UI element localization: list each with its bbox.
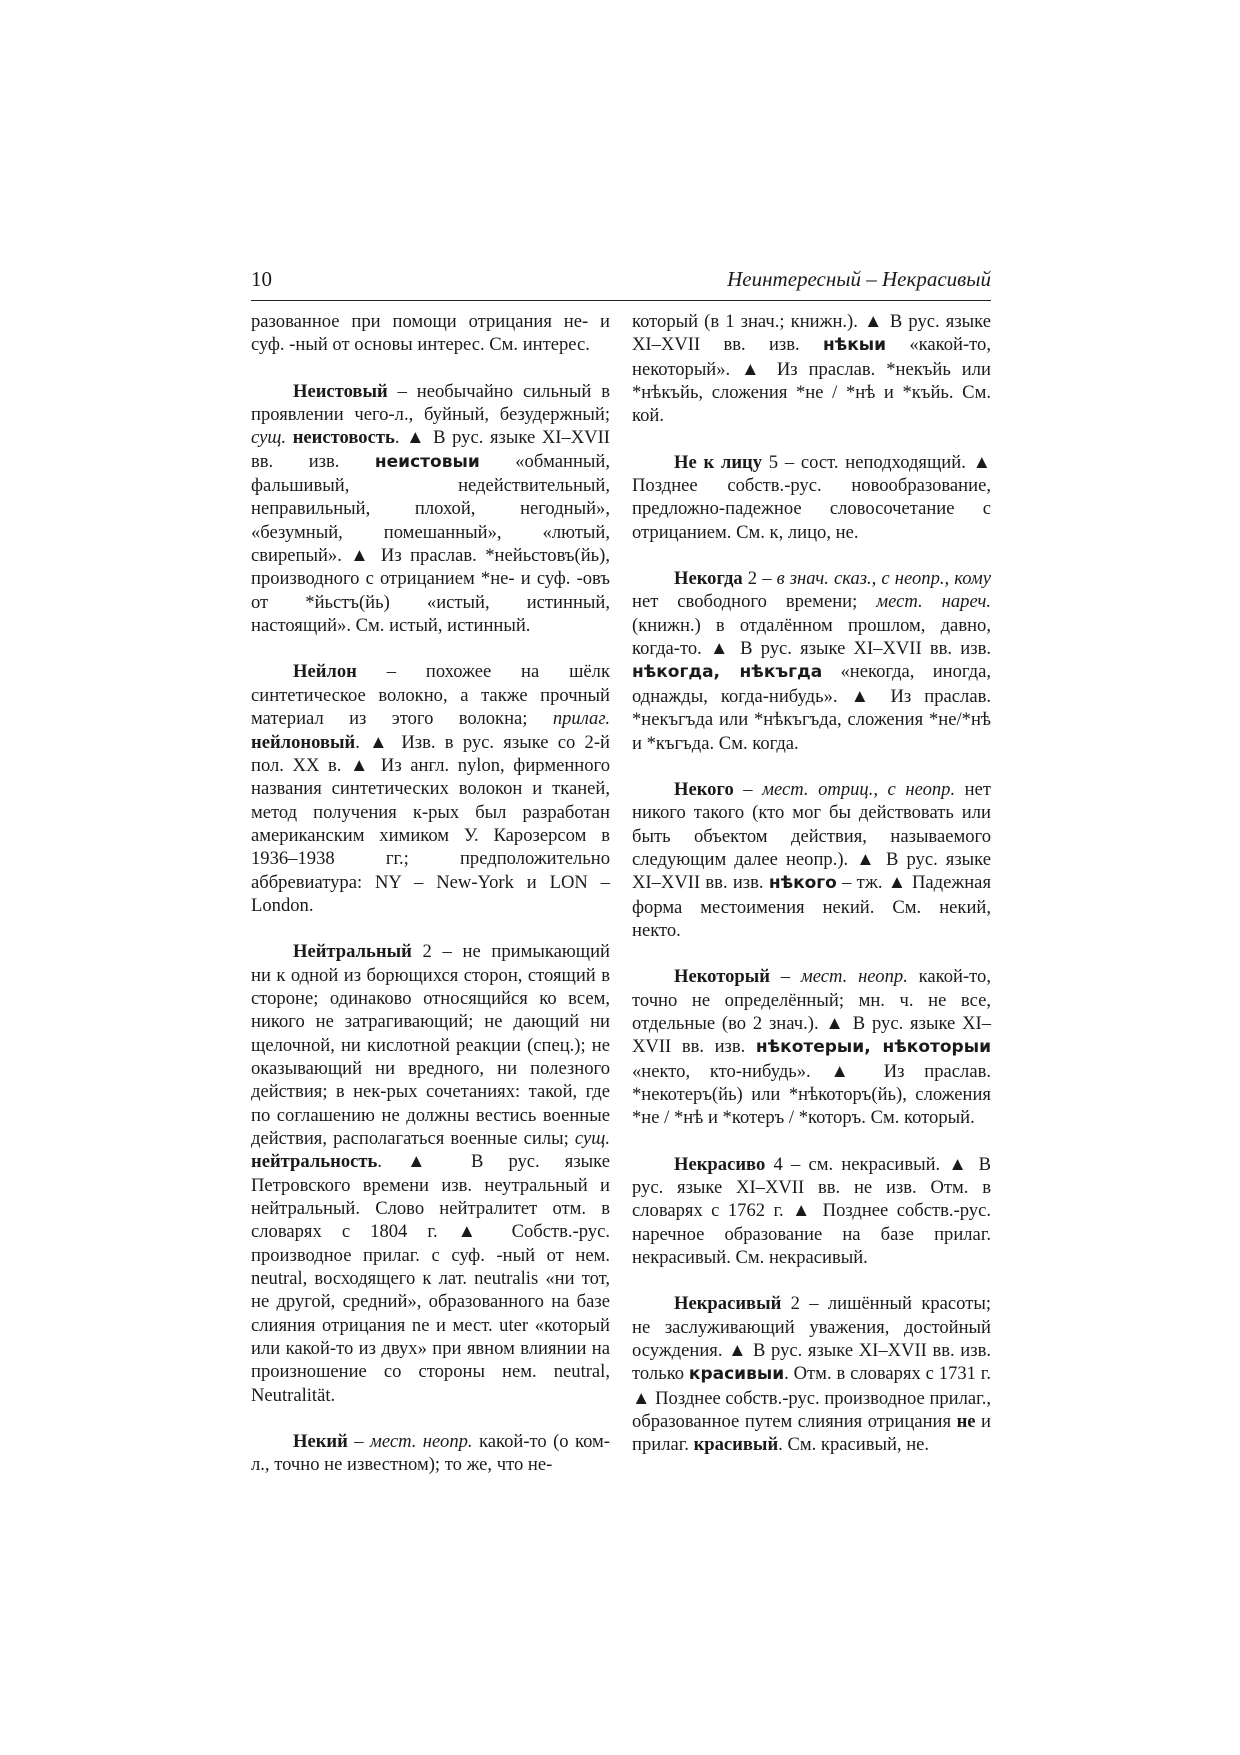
entry-text: нейтральность	[251, 1151, 378, 1173]
entry-nekii	[251, 1430, 610, 1477]
entry-text: 5 – сост. неподходящий. ▲ Позднее собств.-рус. новообразование, предложно-падежное словосочетание с отрицанием. См. к, лицо, не.	[632, 451, 991, 543]
entry-text: и прилаг.	[632, 1411, 991, 1456]
entry-text	[286, 427, 293, 448]
entry-text: какой-то (о ком-л., точно не известном); то же, что не-	[251, 1431, 610, 1476]
entry-neistovyi	[251, 380, 610, 638]
entry-text: сущ.	[574, 1128, 610, 1149]
entry-text: –	[733, 778, 763, 800]
headword: Некрасивый	[674, 1293, 782, 1315]
entry-text: красивый	[693, 1434, 779, 1456]
entry-text: «некогда, иногда, однажды, когда-нибудь». ▲ Из праслав. *некъгъда или *нѣкъгъда, сложения *не/*нѣ и *къгъда. См. когда.	[632, 661, 991, 754]
page-number: 10	[251, 267, 272, 291]
entry-text: нет никого такого (кто мог бы действовать или быть объектом действия, называемого следующим далее неопр.). ▲ В рус. языке XI–XVII вв. изв.	[632, 778, 991, 894]
right-column	[632, 310, 991, 1480]
entry-text: мест. нареч.	[876, 591, 991, 613]
entry-text: неистовость	[292, 427, 395, 449]
entry-text: какой-то, точно не определённый; мн. ч. не все, отдельные (во 2 знач.). ▲ В рус. языке XI–XVII вв. изв.	[632, 966, 991, 1058]
headword: Не к лицу	[674, 451, 763, 473]
old-russian-form: нѣкотерыи, нѣкоторыи	[755, 1037, 991, 1058]
entry-text: не	[956, 1411, 976, 1433]
entry-text: . См. красивый, не.	[778, 1434, 930, 1456]
entry-text: – похожее на шёлк синтетическое волокно, а также прочный материал из этого волокна;	[251, 661, 610, 730]
entry-nekogda	[632, 567, 991, 755]
entry-text: разованное при помощи отрицания не- и суф. -ный от основы интерес. См. интерес.	[251, 311, 610, 356]
entry-text: «обманный, фальшивый, недействительный, неправильный, плохой, негодный», «безумный, помешанный», «лютый, свирепый». ▲ Из праслав. *нейьстовъ(йь), производного с отрицанием *не- и суф. -овъ от *йьстъ(йь) «истый, истинный, настоящий». См. истый, истинный.	[251, 450, 610, 637]
entry-nekrasivyi	[632, 1292, 991, 1456]
entry-text: который (в 1 знач.; книжн.). ▲ В рус. языке XI–XVII вв. изв.	[632, 311, 991, 356]
entry-continuation	[251, 310, 610, 357]
entry-ne-k-litsu	[632, 451, 991, 544]
entry-text: –	[347, 1431, 370, 1453]
headword: Нейтральный	[293, 941, 412, 963]
headword: Некого	[674, 778, 734, 800]
entry-text: «некто, кто-нибудь». ▲ Из праслав. *некотеръ(йь) или *нѣкоторъ(йь), сложения *не / *нѣ и *котеръ / *которъ. См. который.	[632, 1060, 991, 1129]
entry-text: 4 – см. некрасивый. ▲ В рус. языке XI–XVII вв. не изв. Отм. в словарях с 1762 г. ▲ Позднее собств.-рус. наречное образование на базе прилаг. некрасивый. См. некрасивый.	[632, 1153, 991, 1269]
headword: Неистовый	[293, 380, 388, 402]
entry-continuation	[632, 310, 991, 428]
old-russian-form: нѣкыи	[822, 335, 887, 356]
running-head: Неинтересный – Некрасивый	[727, 267, 991, 291]
entry-text: . ▲ В рус. языке XI–XVII вв. изв.	[251, 427, 610, 472]
entry-text: «какой-то, некоторый». ▲ Из праслав. *некъйь или *нѣкъйь, сложения *не / *нѣ и *къйь. См. кой.	[632, 334, 991, 427]
entry-text: 2 – не примыкающий ни к одной из борющихся сторон, стоящий в стороне; одинаково относящийся ко всем, никого не затрагивающий; не дающий ни щелочной, ни кислотной реакции (спец.); не оказывающий ни вредного, ни полезного действия; в нек-рых сочетаниях: такой, где по соглашению не должны вестись военные действия, располагаться военные силы;	[251, 941, 610, 1149]
old-russian-form: неистовыи	[374, 451, 480, 472]
entry-text: . Отм. в словарях с 1731 г. ▲ Позднее собств.-рус. производное прилаг., образованное путем слияния отрицания	[632, 1363, 991, 1433]
entry-text: 2 –	[742, 568, 777, 590]
entry-text: нейлоновый	[251, 731, 356, 753]
left-column	[251, 310, 610, 1500]
old-russian-form: нѣкого	[768, 873, 837, 894]
entry-nekogo	[632, 778, 991, 942]
entry-neilon	[251, 660, 610, 917]
entry-text: 2 – лишённый красоты; не заслуживающий уважения, достойный осуждения. ▲ В рус. языке XI–XVII вв. изв. только	[632, 1293, 991, 1385]
entry-text: мест. неопр.	[800, 966, 908, 988]
entry-text: . ▲ Изв. в рус. языке со 2-й пол. XX в. ▲ Из англ. nylon, фирменного названия синтетических волокон и тканей, метод получения к-рых был разработан американским химиком У. Карозерсом в 1936–1938 гг.; предположительно аббревиатура: NY – New-York и LON – London.	[251, 731, 610, 916]
entry-text: в знач. сказ., с неопр., кому	[776, 568, 991, 590]
entry-text: мест. неопр.	[369, 1431, 473, 1453]
headword: Некогда	[674, 568, 743, 590]
entry-text: . ▲ В рус. языке Петровского времени изв. неутральный и нейтральный. Слово нейтралитет отм. в словарях с 1804 г. ▲ Собств.-рус. производное прилаг. с суф. -ный от нем. neutral, восходящего к лат. neutralis «ни тот, не другой, средний», образованного на базе слияния отрицания ne и мест. uter «который или какой-то из двух» при явном влиянии на произношение со стороны нем. neutral, Neutralität.	[251, 1151, 610, 1406]
entry-text: сущ.	[251, 427, 287, 449]
entry-text: нет свободного времени;	[632, 591, 877, 613]
entry-text: – тж. ▲ Падежная форма местоимения некий. См. некий, некто.	[632, 872, 991, 941]
old-russian-form: нѣкогда, нѣкъгда	[632, 662, 823, 683]
entry-nekotoryi	[632, 965, 991, 1129]
old-russian-form: красивыи	[688, 1364, 785, 1385]
headword: Некоторый	[674, 966, 770, 988]
headword: Некий	[293, 1431, 348, 1453]
headword: Некрасиво	[674, 1153, 766, 1175]
page-header	[251, 264, 991, 301]
entry-text: –	[770, 966, 801, 988]
entry-neitralnyi	[251, 940, 610, 1407]
entry-text: – необычайно сильный в проявлении чего-л., буйный, безудержный;	[251, 380, 610, 426]
entry-text: (книжн.) в отдалённом прошлом, давно, когда-то. ▲ В рус. языке XI–XVII вв. изв.	[632, 614, 991, 660]
entry-text: мест. отриц., с неопр.	[762, 778, 956, 800]
headword: Нейлон	[293, 661, 357, 683]
entry-text: прилаг.	[552, 708, 610, 730]
entry-nekrasivo	[632, 1153, 991, 1270]
